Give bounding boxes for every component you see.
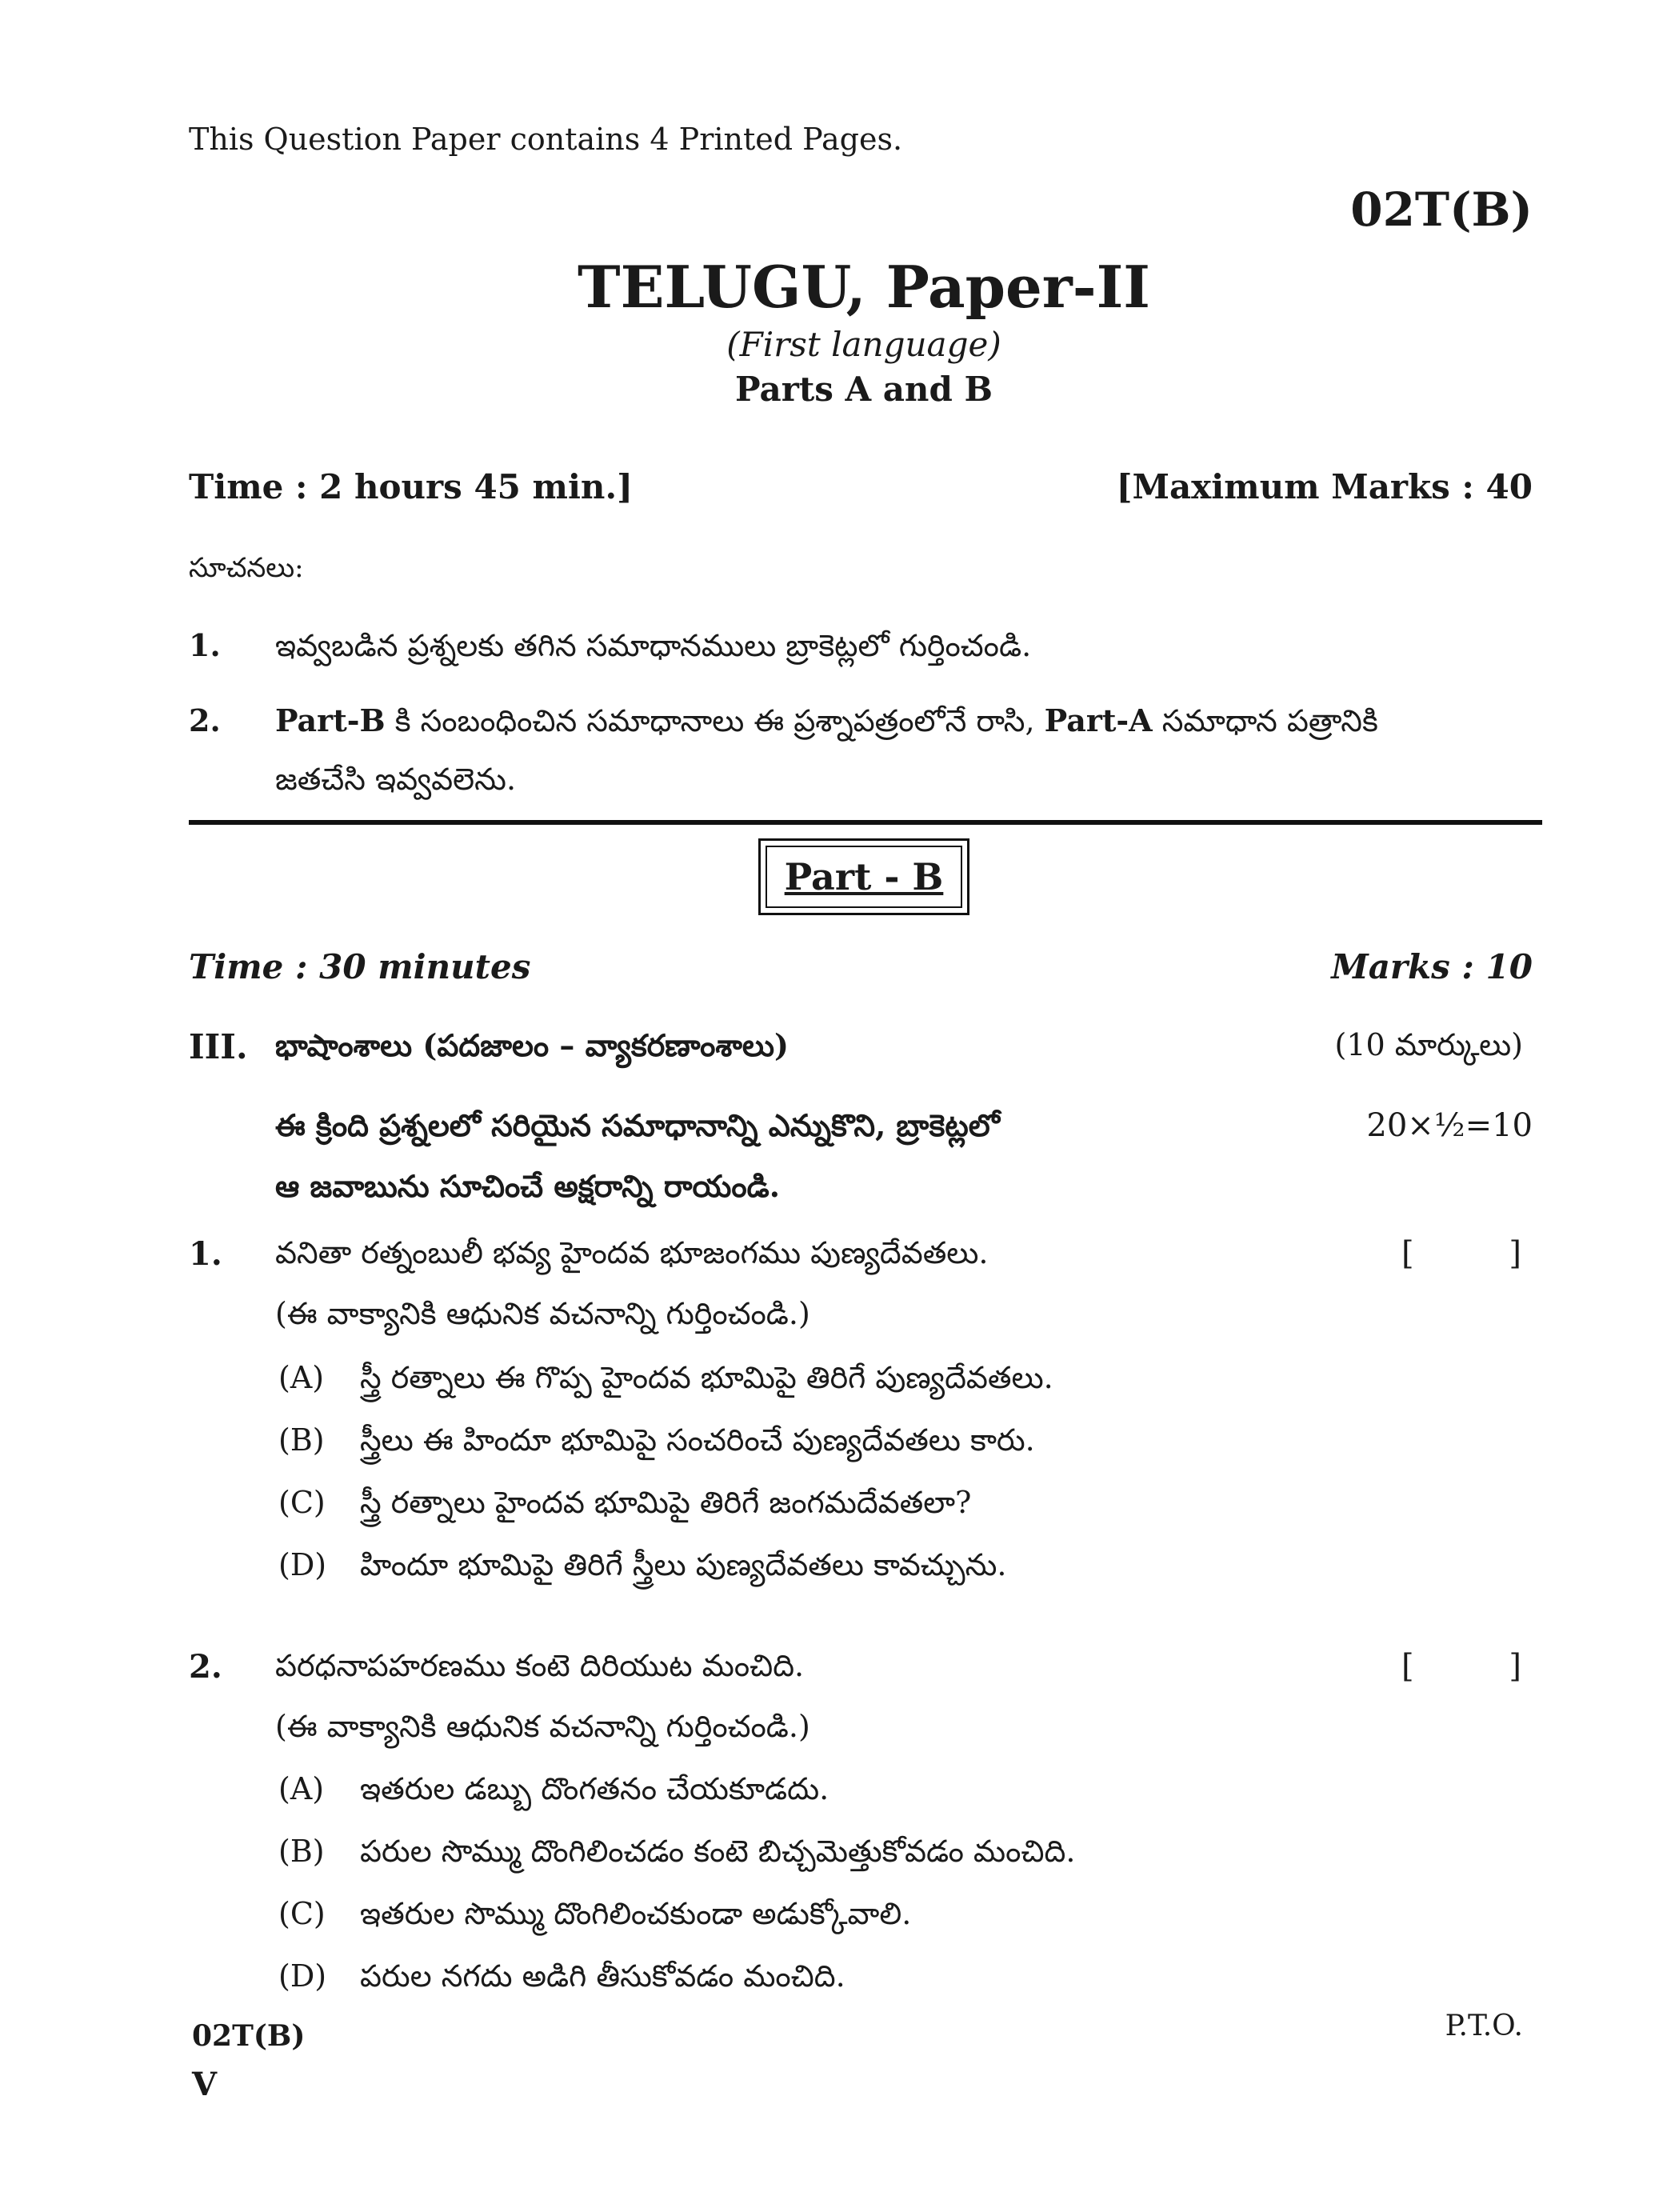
page-count-note: This Question Paper contains 4 Printed Pages. (189, 122, 903, 157)
part-b-marks: Marks : 10 (1331, 947, 1533, 986)
option-letter: (D) (278, 1958, 327, 1994)
instruction-continuation: జతచేసి ఇవ్వవలెను. (275, 762, 517, 797)
bracket-open: [ (1401, 1648, 1414, 1685)
question-number: 1. (189, 1235, 222, 1273)
bracket-open: [ (1401, 1235, 1414, 1272)
part-b-time: Time : 30 minutes (189, 947, 531, 986)
option-text: హిందూ భూమిపై తిరిగే స్త్రీలు పుణ్యదేవతలు కావచ్చును. (360, 1547, 1007, 1582)
instruction-item (189, 702, 1378, 746)
option-text: స్త్రీ రత్నాలు హైందవ భూమిపై తిరిగే జంగమదేవతలా? (360, 1485, 972, 1520)
footer-paper-code: 02T(B) (192, 2019, 306, 2053)
part-b-box-inner (766, 846, 962, 908)
instruction-text (275, 703, 1378, 738)
bracket-close: ] (1509, 1235, 1521, 1272)
part-b-label: Part - B (784, 855, 944, 898)
option-text: స్త్రీలు ఈ హిందూ భూమిపై సంచరించే పుణ్యదేవతలు కారు. (360, 1422, 1035, 1458)
option-text: ఇతరుల డబ్బు దొంగతనం చేయకూడదు. (360, 1771, 830, 1806)
please-turn-over: P.T.O. (1445, 2010, 1523, 2042)
option-letter: (A) (278, 1771, 325, 1806)
question-text: వనితా రత్నంబులీ భవ్య హైందవ భూజంగము పుణ్యదేవతలు. (275, 1235, 989, 1270)
instruction-text-end: సమాధాన పత్రానికి (1152, 703, 1378, 738)
paper-parts: Parts A and B (735, 370, 993, 409)
maximum-marks: [Maximum Marks : 40 (1116, 467, 1533, 506)
option-letter: (D) (278, 1547, 327, 1582)
section-divider (189, 820, 1542, 825)
section-instruction-cont: ఆ జవాబును సూచించే అక్షరాన్ని రాయండి. (275, 1168, 781, 1204)
paper-title: TELUGU, Paper-II (578, 253, 1150, 321)
paper-code: 02T(B) (1350, 182, 1533, 237)
question-instruction: (ఈ వాక్యానికి ఆధునిక వచనాన్ని గుర్తించండి.) (275, 1296, 810, 1331)
part-b-box (758, 838, 969, 915)
section-number: III. (189, 1027, 248, 1066)
section-title: భాషాంశాలు (పదజాలం – వ్యాకరణాంశాలు) (275, 1027, 789, 1063)
question-instruction: (ఈ వాక్యానికి ఆధునిక వచనాన్ని గుర్తించండి.) (275, 1709, 810, 1744)
section-instruction: ఈ క్రింది ప్రశ్నలలో సరియైన సమాధానాన్ని ఎన్నుకొని, బ్రాకెట్లలో (275, 1107, 1000, 1143)
option-letter: (B) (278, 1422, 325, 1458)
bracket-close: ] (1509, 1648, 1521, 1685)
section-marks: (10 మార్కులు) (1334, 1027, 1523, 1062)
answer-bracket[interactable] (1401, 1235, 1521, 1272)
question-number: 2. (189, 1648, 222, 1686)
instruction-text: ఇవ్వబడిన ప్రశ్నలకు తగిన సమాధానములు బ్రాకెట్లలో గుర్తించండి. (275, 628, 1032, 663)
footer-version: V (192, 2066, 218, 2103)
marks-formula: 20×½=10 (1366, 1107, 1533, 1144)
option-letter: (C) (278, 1485, 326, 1520)
option-text: స్త్రీ రత్నాలు ఈ గొప్ప హైందవ భూమిపై తిరిగే పుణ్యదేవతలు. (360, 1360, 1053, 1395)
part-b-ref: Part-B (275, 702, 386, 738)
instructions-title: సూచనలు: (189, 552, 304, 584)
option-text: పరుల నగదు అడిగి తీసుకోవడం మంచిది. (360, 1958, 845, 1994)
option-letter: (A) (278, 1360, 325, 1395)
question-text: పరధనాపహరణము కంటె దిరియుట మంచిది. (275, 1648, 805, 1683)
instruction-text-mid: కి సంబంధించిన సమాధానాలు ఈ ప్రశ్నాపత్రంలోనే రాసి, (385, 703, 1045, 738)
instruction-number: 2. (189, 702, 221, 738)
option-text: ఇతరుల సొమ్ము దొంగిలించకుండా అడుక్కోవాలి. (360, 1896, 912, 1931)
total-time: Time : 2 hours 45 min.] (189, 467, 633, 506)
option-text: పరుల సొమ్ము దొంగిలించడం కంటె బిచ్చమెత్తుకోవడం మంచిది. (360, 1834, 1076, 1869)
option-letter: (B) (278, 1834, 325, 1869)
part-a-ref: Part-A (1044, 702, 1153, 738)
instruction-number: 1. (189, 627, 221, 663)
paper-subtitle: (First language) (726, 325, 1001, 364)
option-letter: (C) (278, 1896, 326, 1931)
instruction-item (189, 627, 1031, 671)
answer-bracket[interactable] (1401, 1648, 1521, 1685)
